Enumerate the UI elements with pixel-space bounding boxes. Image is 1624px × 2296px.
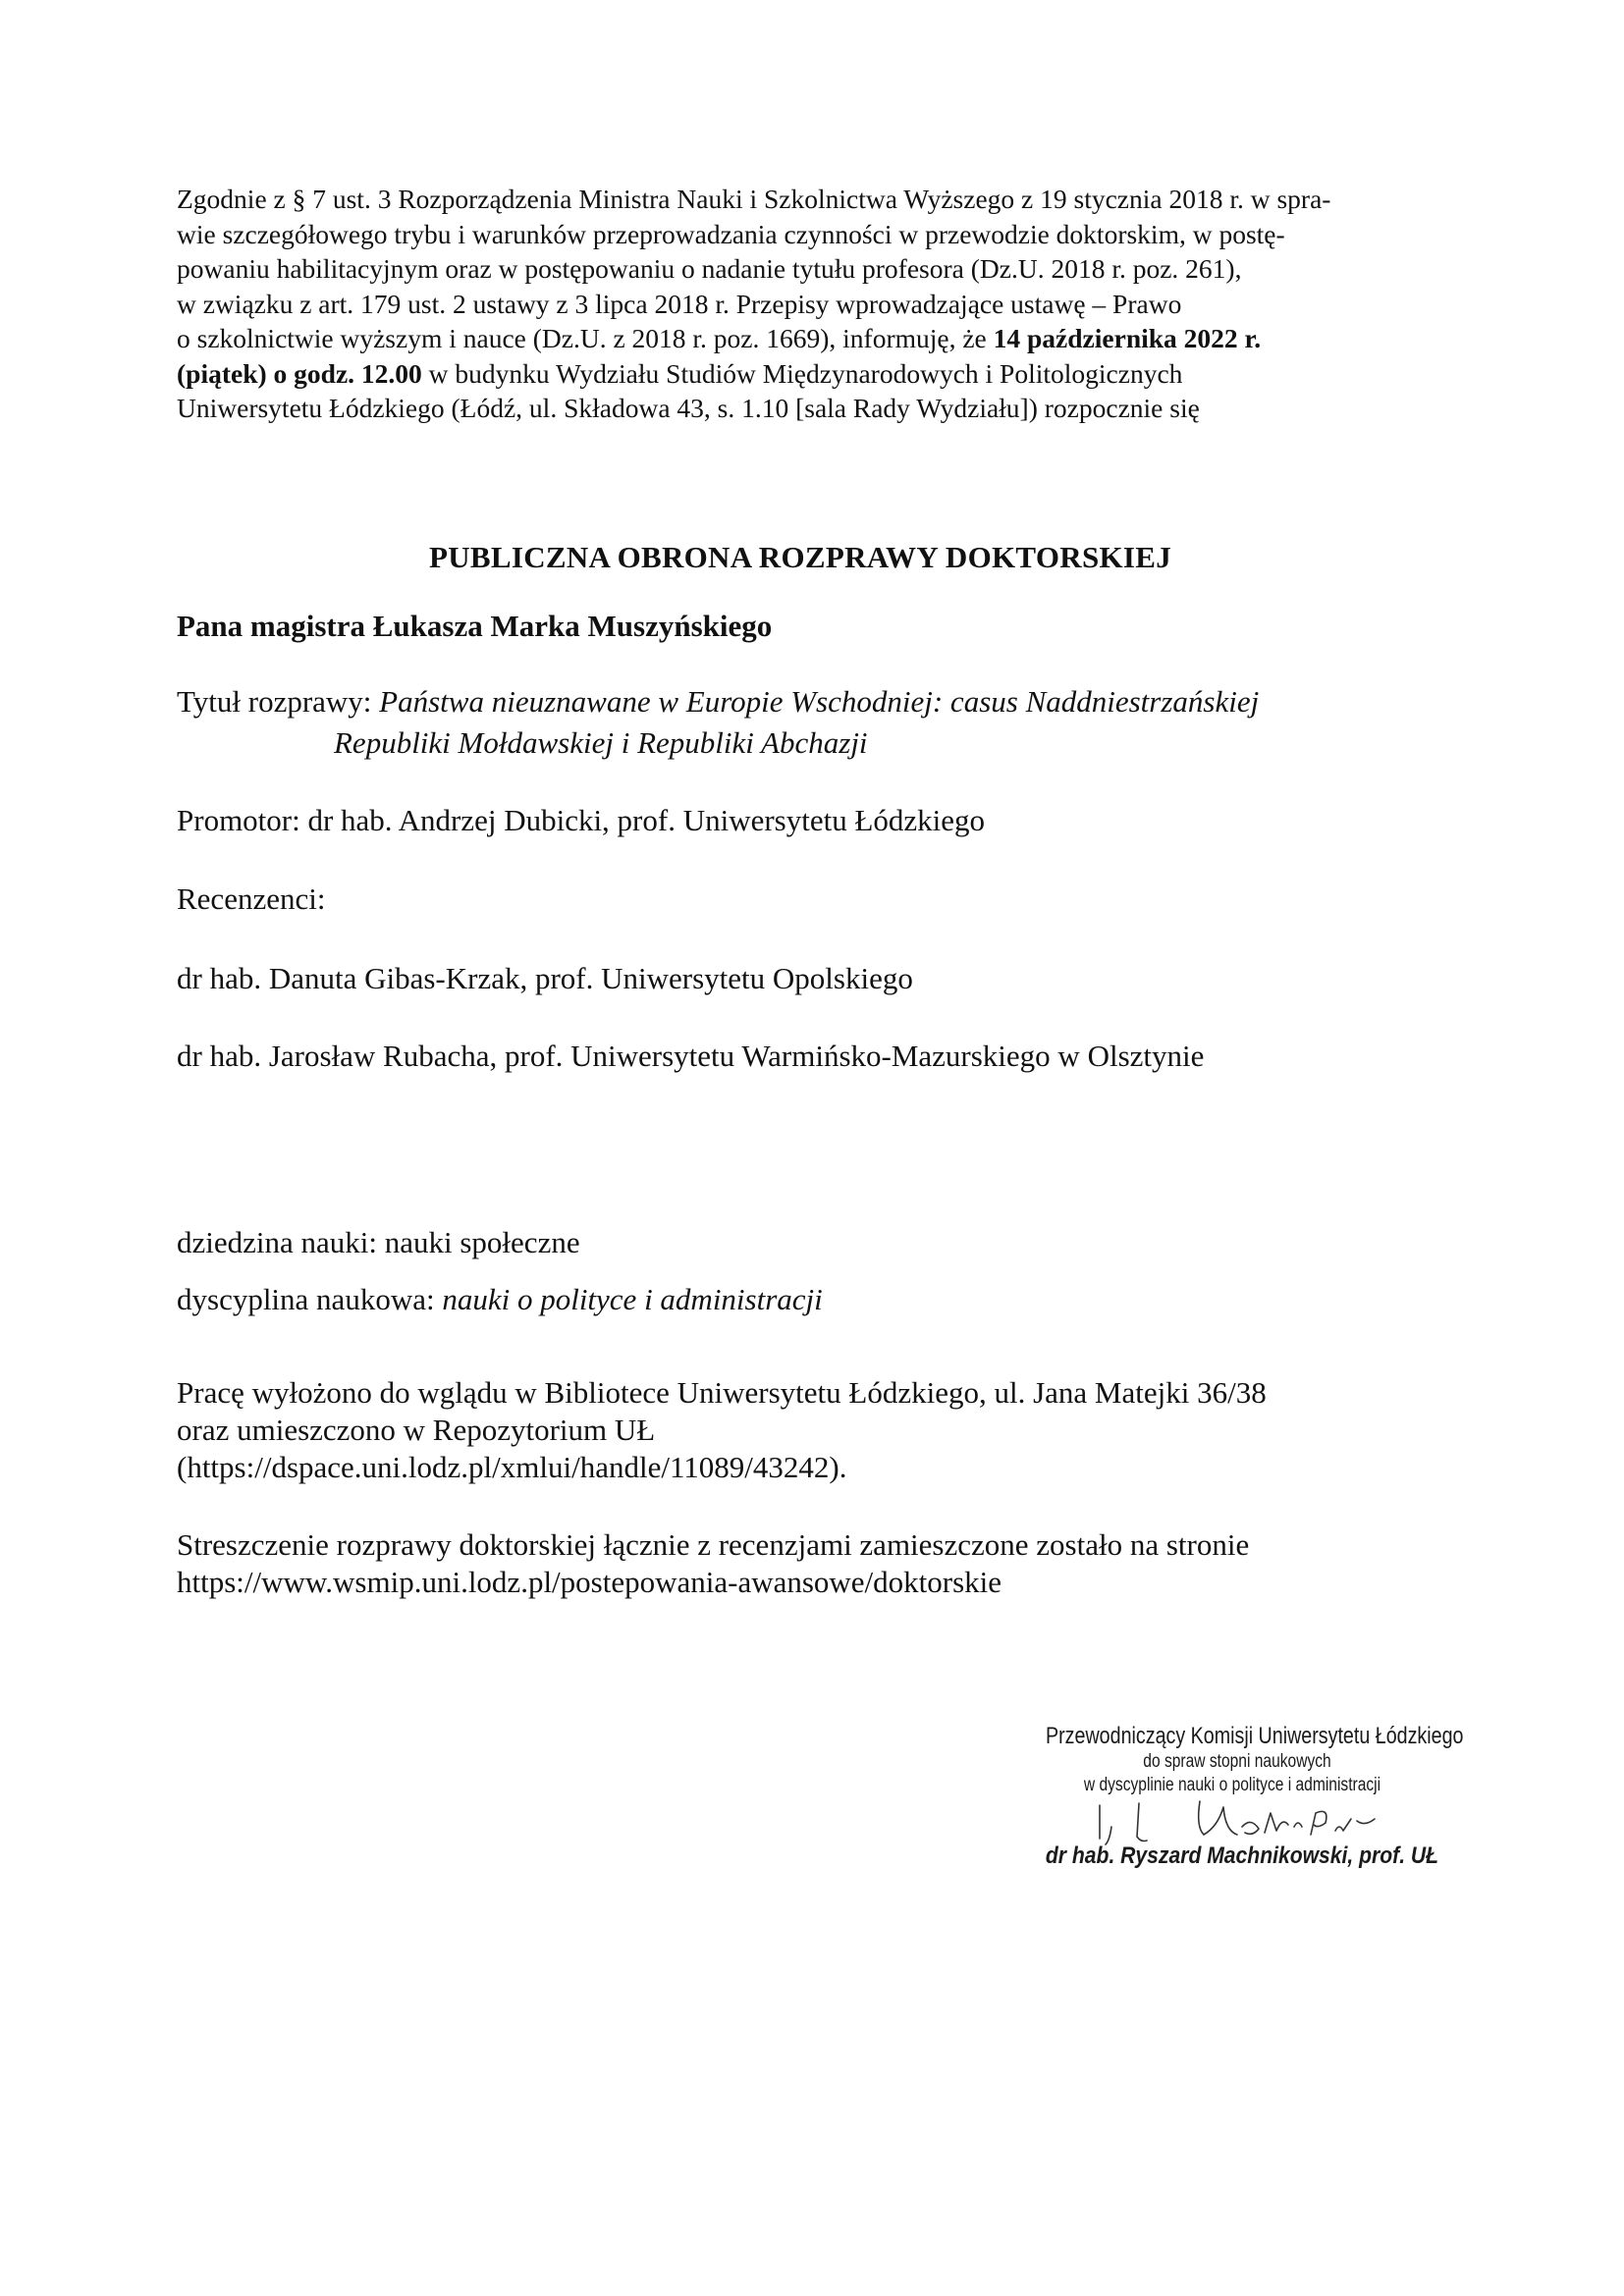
- stamp-line: do spraw stopni naukowych: [1143, 1751, 1331, 1772]
- signatory-name: dr hab. Ryszard Machnikowski, prof. UŁ: [1045, 1842, 1439, 1869]
- defense-time: (piątek) o godz. 12.00: [177, 357, 422, 389]
- stamp-line: Przewodniczący Komisji Uniwersytetu Łódzkiego: [1046, 1723, 1464, 1749]
- defense-date: 14 października 2022 r.: [993, 323, 1262, 353]
- repository-line: oraz umieszczono w Repozytorium UŁ: [177, 1413, 656, 1447]
- promotor: Promotor: dr hab. Andrzej Dubicki, prof. Uniwersytetu Łódzkiego: [177, 803, 986, 837]
- scientific-discipline: [177, 1279, 823, 1320]
- signature-stamp: [982, 1723, 1492, 1870]
- intro-text: o szkolnictwie wyższym i nauce (Dz.U. z 2018 r. poz. 1669), informuję, że: [177, 323, 994, 353]
- field-of-science: dziedzina nauki: nauki społeczne: [177, 1225, 580, 1259]
- intro-line: w związku z art. 179 ust. 2 ustawy z 3 lipca 2018 r. Przepisy wprowadzające ustawę – Prawo: [177, 288, 1182, 319]
- intro-line: [177, 356, 1424, 392]
- reviewer-1: dr hab. Danuta Gibas-Krzak, prof. Uniwersytetu Opolskiego: [177, 961, 913, 995]
- thesis-title-line2: Republiki Mołdawskiej i Republiki Abchazji: [334, 725, 868, 760]
- repository-link: (https://dspace.uni.lodz.pl/xmlui/handle/11089/43242).: [177, 1450, 847, 1484]
- thesis-title-line1: Państwa nieuznawane w Europie Wschodniej: casus Naddniestrzańskiej: [379, 684, 1260, 719]
- thesis-label: Tytuł rozprawy:: [177, 684, 380, 719]
- intro-line: wie szczegółowego trybu i warunków przeprowadzania czynności w przewodzie doktorskim, w postę-: [177, 218, 1285, 249]
- discipline-label: dyscyplina naukowa:: [177, 1282, 443, 1316]
- repository-line: Pracę wyłożono do wglądu w Bibliotece Uniwersytetu Łódzkiego, ul. Jana Matejki 36/38: [177, 1375, 1267, 1410]
- discipline-value: nauki o polityce i administracji: [442, 1282, 823, 1316]
- intro-text: w budynku Wydziału Studiów Międzynarodowych i Politologicznych: [421, 357, 1183, 389]
- thesis-title: [177, 681, 1424, 764]
- document-heading: PUBLICZNA OBRONA ROZPRAWY DOKTORSKIEJ: [428, 540, 1172, 574]
- intro-line: powaniu habilitacyjnym oraz w postępowaniu o nadanie tytułu profesora (Dz.U. 2018 r. poz. 261),: [177, 253, 1242, 284]
- summary-info: [177, 1526, 1424, 1601]
- reviewer-2: dr hab. Jarosław Rubacha, prof. Uniwersytetu Warmińsko-Mazurskiego w Olsztynie: [177, 1039, 1205, 1073]
- intro-line: Uniwersytetu Łódzkiego (Łódź, ul. Składowa 43, s. 1.10 [sala Rady Wydziału]) rozpocznie się: [177, 393, 1200, 423]
- intro-line: Zgodnie z § 7 ust. 3 Rozporządzenia Ministra Nauki i Szkolnictwa Wyższego z 19 stycznia 2018 r. w spra-: [177, 184, 1331, 214]
- stamp-line: w dyscyplinie nauki o polityce i administracji: [1083, 1775, 1381, 1795]
- intro-line: [177, 321, 1424, 356]
- reviewers-heading: Recenzenci:: [177, 881, 326, 916]
- summary-link: https://www.wsmip.uni.lodz.pl/postepowania-awansowe/doktorskie: [177, 1565, 1002, 1599]
- summary-line: Streszczenie rozprawy doktorskiej łącznie z recenzjami zamieszczone zostało na stronie: [177, 1527, 1250, 1562]
- intro-paragraph: [177, 182, 1424, 426]
- candidate-name: Pana magistra Łukasza Marka Muszyńskiego: [177, 609, 773, 643]
- repository-info: [177, 1374, 1424, 1486]
